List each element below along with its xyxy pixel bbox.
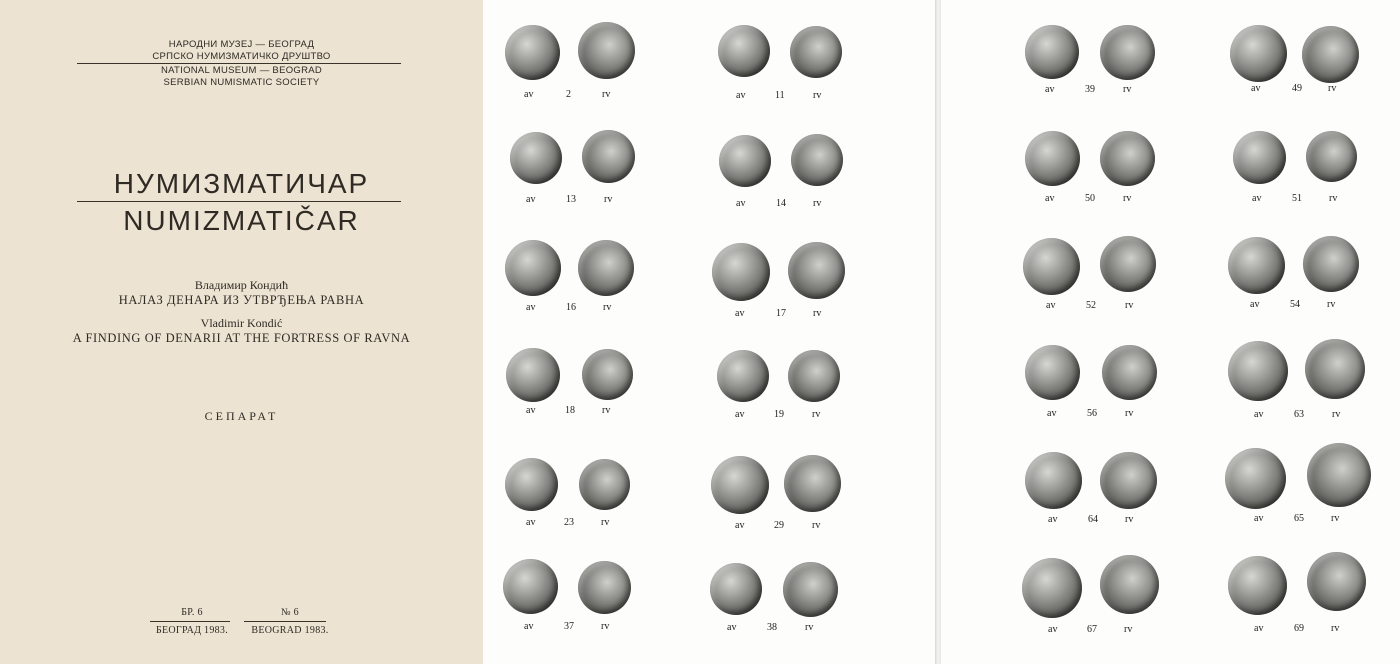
coin-number: 11 <box>775 90 785 101</box>
coin-reverse-image <box>788 350 840 402</box>
place-date-cyrillic: БЕОГРАД 1983. <box>155 625 229 636</box>
coin-rv-label: rv <box>1328 83 1337 94</box>
coin-reverse-image <box>784 455 841 512</box>
coin-rv-label: rv <box>1123 193 1132 204</box>
coin-number: 29 <box>774 520 784 531</box>
coin-number: 65 <box>1294 513 1304 524</box>
plate-page-left <box>483 0 935 664</box>
coin-av-label: av <box>727 622 737 633</box>
publisher-latin-line-2: SERBIAN NUMISMATIC SOCIETY <box>163 77 320 88</box>
coin-rv-label: rv <box>1125 408 1134 419</box>
coin-av-label: av <box>526 302 536 313</box>
coin-av-label: av <box>736 198 746 209</box>
coin-obverse-image <box>1025 452 1082 509</box>
coin-av-label: av <box>1048 624 1058 635</box>
coin-number: 49 <box>1292 83 1302 94</box>
coin-obverse-image <box>1025 131 1080 186</box>
coin-rv-label: rv <box>602 405 611 416</box>
coin-av-label: av <box>524 89 534 100</box>
coin-av-label: av <box>1045 193 1055 204</box>
coin-rv-label: rv <box>813 198 822 209</box>
coin-rv-label: rv <box>604 194 613 205</box>
coin-reverse-image <box>1102 345 1157 400</box>
coin-number: 17 <box>776 308 786 319</box>
coin-reverse-image <box>1302 26 1359 83</box>
place-date-latin: BEOGRAD 1983. <box>251 625 329 636</box>
publisher-cyrillic-line-2: СРПСКО НУМИЗМАТИЧКО ДРУШТВО <box>152 51 331 62</box>
coin-reverse-image <box>1100 236 1156 292</box>
separat-label: СЕПАРАТ <box>204 409 279 423</box>
coin-obverse-image <box>1233 131 1286 184</box>
coin-number: 67 <box>1087 624 1097 635</box>
coin-reverse-image <box>791 134 843 186</box>
coin-av-label: av <box>526 405 536 416</box>
coin-av-label: av <box>736 90 746 101</box>
coin-number: 54 <box>1290 299 1300 310</box>
coin-rv-label: rv <box>1125 300 1134 311</box>
coin-av-label: av <box>526 517 536 528</box>
coin-rv-label: rv <box>1332 409 1341 420</box>
coin-rv-label: rv <box>813 308 822 319</box>
coin-rv-label: rv <box>602 89 611 100</box>
coin-number: 51 <box>1292 193 1302 204</box>
coin-rv-label: rv <box>1123 84 1132 95</box>
coin-obverse-image <box>1228 237 1285 294</box>
coin-av-label: av <box>1046 300 1056 311</box>
coin-obverse-image <box>505 240 561 296</box>
coin-reverse-image <box>1100 25 1155 80</box>
coin-number: 38 <box>767 622 777 633</box>
coin-reverse-image <box>1307 552 1366 611</box>
journal-title-cyrillic: НУМИЗМАТИЧАР <box>113 168 370 199</box>
coin-obverse-image <box>505 25 560 80</box>
cover-page <box>0 0 483 664</box>
coin-reverse-image <box>788 242 845 299</box>
coin-reverse-image <box>1303 236 1359 292</box>
coin-number: 63 <box>1294 409 1304 420</box>
coin-av-label: av <box>1045 84 1055 95</box>
coin-av-label: av <box>735 409 745 420</box>
author-latin: Vladimir Kondić <box>200 316 283 330</box>
coin-reverse-image <box>1100 452 1157 509</box>
coin-av-label: av <box>1254 409 1264 420</box>
coin-av-label: av <box>1251 83 1261 94</box>
coin-obverse-image <box>1023 238 1080 295</box>
coin-rv-label: rv <box>805 622 814 633</box>
coin-reverse-image <box>1305 339 1365 399</box>
coin-reverse-image <box>790 26 842 78</box>
article-title-latin: A FINDING OF DENARII AT THE FORTRESS OF RAVNA <box>72 331 411 345</box>
coin-obverse-image <box>510 132 562 184</box>
coin-number: 19 <box>774 409 784 420</box>
coin-obverse-image <box>719 135 771 187</box>
title-divider <box>77 201 401 202</box>
footer-rule-left <box>150 621 230 622</box>
journal-title-latin: NUMIZMATIČAR <box>123 205 360 236</box>
article-title-cyrillic: НАЛАЗ ДЕНАРА ИЗ УТВРЂЕЊА РАВНА <box>118 293 365 307</box>
coin-reverse-image <box>582 349 633 400</box>
coin-rv-label: rv <box>1331 623 1340 634</box>
coin-obverse-image <box>718 25 770 77</box>
coin-rv-label: rv <box>601 621 610 632</box>
coin-number: 37 <box>564 621 574 632</box>
coin-av-label: av <box>526 194 536 205</box>
coin-av-label: av <box>735 308 745 319</box>
coin-rv-label: rv <box>813 90 822 101</box>
coin-rv-label: rv <box>1124 624 1133 635</box>
issue-cyrillic: БР. 6 <box>181 607 203 618</box>
coin-rv-label: rv <box>1331 513 1340 524</box>
coin-rv-label: rv <box>812 409 821 420</box>
coin-av-label: av <box>1048 514 1058 525</box>
coin-reverse-image <box>578 240 634 296</box>
coin-reverse-image <box>1100 131 1155 186</box>
coin-reverse-image <box>1306 131 1357 182</box>
coin-number: 18 <box>565 405 575 416</box>
coin-obverse-image <box>710 563 762 615</box>
coin-obverse-image <box>1228 341 1288 401</box>
coin-obverse-image <box>1228 556 1287 615</box>
coin-reverse-image <box>578 561 631 614</box>
coin-av-label: av <box>1254 513 1264 524</box>
coin-number: 69 <box>1294 623 1304 634</box>
coin-obverse-image <box>1025 25 1079 79</box>
coin-obverse-image <box>1225 448 1286 509</box>
coin-number: 50 <box>1085 193 1095 204</box>
publisher-cyrillic-line-1: НАРОДНИ МУЗЕЈ — БЕОГРАД <box>168 39 315 50</box>
coin-number: 23 <box>564 517 574 528</box>
coin-reverse-image <box>783 562 838 617</box>
coin-obverse-image <box>1025 345 1080 400</box>
coin-number: 52 <box>1086 300 1096 311</box>
coin-reverse-image <box>582 130 635 183</box>
coin-rv-label: rv <box>601 517 610 528</box>
coin-reverse-image <box>1100 555 1159 614</box>
coin-av-label: av <box>1254 623 1264 634</box>
coin-obverse-image <box>503 559 558 614</box>
coin-rv-label: rv <box>1125 514 1134 525</box>
coin-reverse-image <box>1307 443 1371 507</box>
coin-obverse-image <box>1230 25 1287 82</box>
coin-obverse-image <box>712 243 770 301</box>
coin-number: 56 <box>1087 408 1097 419</box>
coin-number: 16 <box>566 302 576 313</box>
coin-obverse-image <box>506 348 560 402</box>
coin-av-label: av <box>1250 299 1260 310</box>
coin-reverse-image <box>578 22 635 79</box>
coin-number: 14 <box>776 198 786 209</box>
coin-number: 13 <box>566 194 576 205</box>
coin-number: 39 <box>1085 84 1095 95</box>
coin-number: 2 <box>566 89 571 100</box>
coin-number: 64 <box>1088 514 1098 525</box>
coin-av-label: av <box>1047 408 1057 419</box>
author-cyrillic: Владимир Кондић <box>194 278 289 292</box>
header-divider <box>77 63 401 64</box>
coin-obverse-image <box>717 350 769 402</box>
coin-obverse-image <box>711 456 769 514</box>
coin-rv-label: rv <box>603 302 612 313</box>
coin-obverse-image <box>505 458 558 511</box>
issue-latin: № 6 <box>281 607 299 618</box>
coin-av-label: av <box>735 520 745 531</box>
coin-rv-label: rv <box>1329 193 1338 204</box>
publisher-latin-line-1: NATIONAL MUSEUM — BEOGRAD <box>160 65 323 76</box>
coin-av-label: av <box>1252 193 1262 204</box>
coin-reverse-image <box>579 459 630 510</box>
footer-rule-right <box>244 621 326 622</box>
coin-obverse-image <box>1022 558 1082 618</box>
coin-av-label: av <box>524 621 534 632</box>
coin-rv-label: rv <box>1327 299 1336 310</box>
coin-rv-label: rv <box>812 520 821 531</box>
